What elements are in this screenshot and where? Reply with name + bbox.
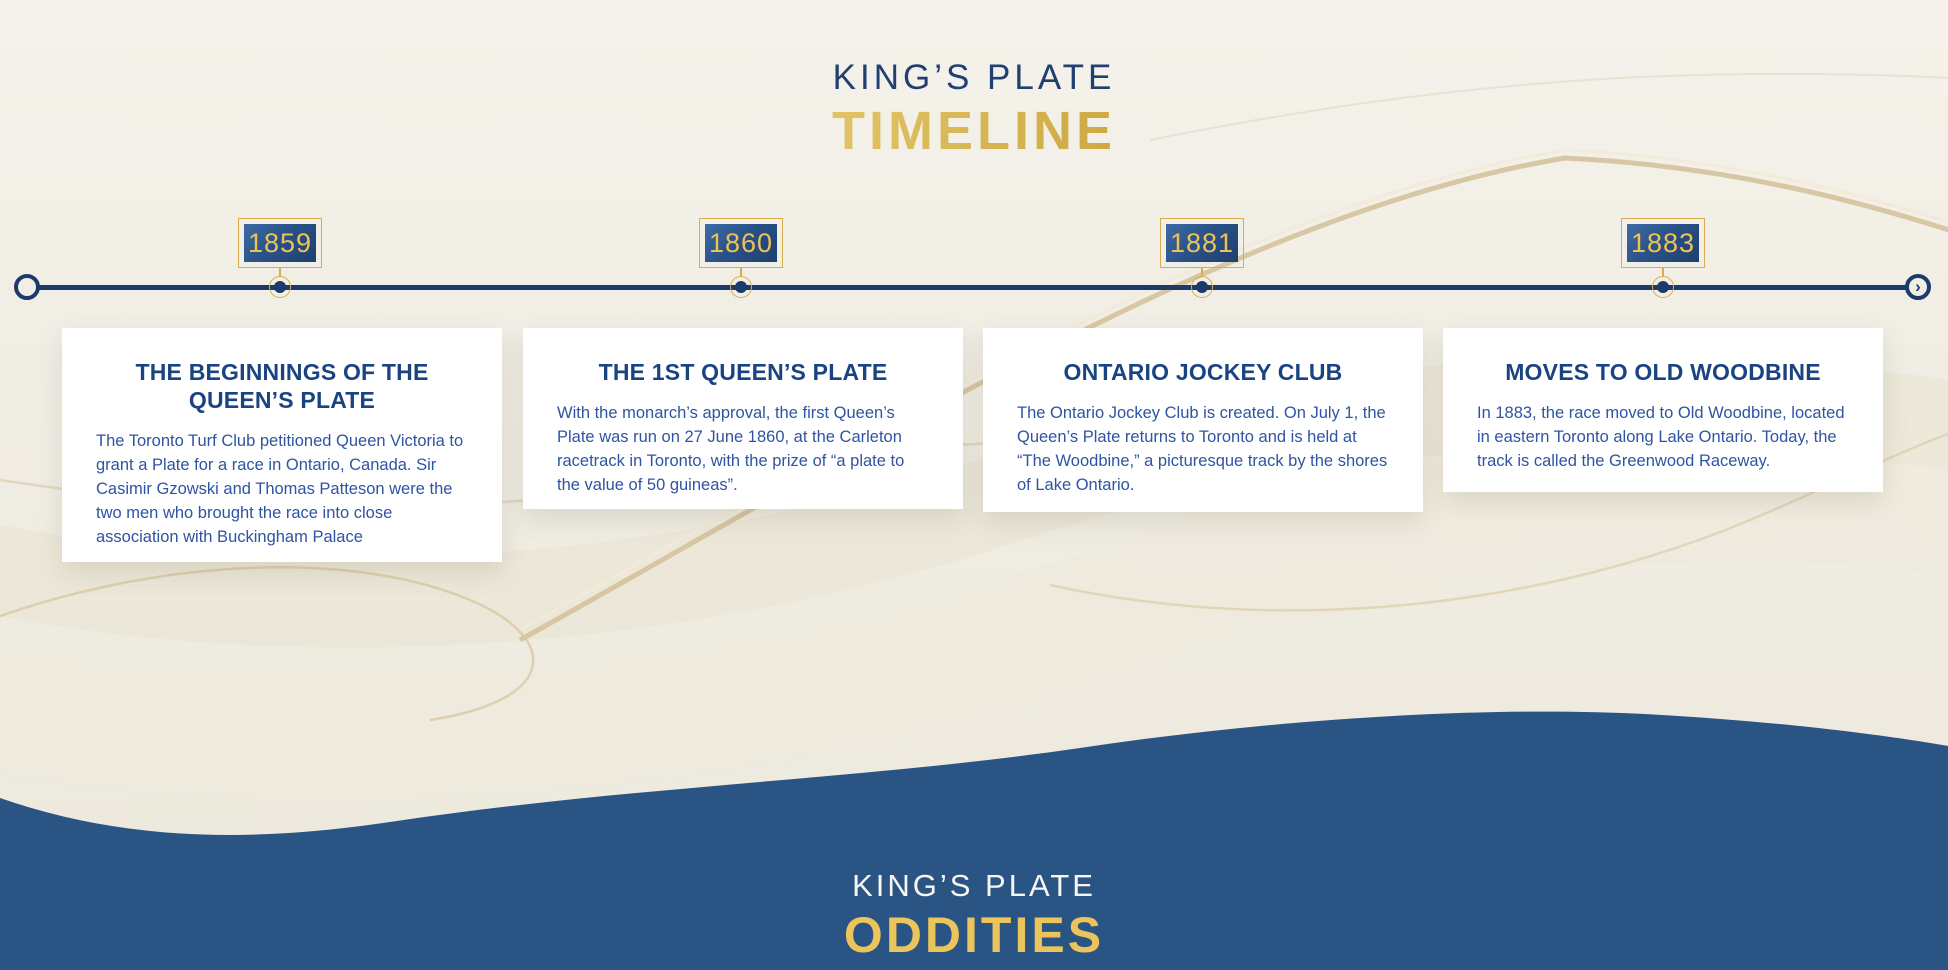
oddities-section-header: [0, 868, 1948, 964]
timeline-dot-1881[interactable]: [1191, 276, 1213, 298]
footer-subtitle: ODDITIES: [843, 907, 1105, 963]
timeline-dot-1859[interactable]: [269, 276, 291, 298]
timeline-card-1860: [523, 328, 963, 509]
card-body: With the monarch’s approval, the first Queen’s Plate was run on 27 June 1860, at the Carleton racetrack in Toronto, with the prize of “a plate to the value of 50 guineas”.: [557, 404, 905, 494]
timeline-dot-1860[interactable]: [730, 276, 752, 298]
year-label: 1860: [705, 224, 777, 262]
page-subtitle: TIMELINE: [0, 100, 1948, 162]
card-title: MOVES TO OLD WOODBINE: [1505, 359, 1821, 385]
page-title: KING’S PLATE: [832, 58, 1116, 97]
timeline-card-1881: [983, 328, 1423, 512]
dot-icon: [1657, 281, 1669, 293]
timeline-dot-1883[interactable]: [1652, 276, 1674, 298]
year-badge-1859[interactable]: [238, 218, 322, 268]
year-badge-1883[interactable]: [1621, 218, 1705, 268]
year-label: 1883: [1627, 224, 1699, 262]
card-body: The Ontario Jockey Club is created. On July 1, the Queen’s Plate returns to Toronto and is held at “The Woodbine,” a picturesque track by the shores of Lake Ontario.: [1017, 404, 1388, 494]
card-body: In 1883, the race moved to Old Woodbine, located in eastern Toronto along Lake Ontario. Today, the track is called the Greenwood Raceway.: [1477, 404, 1845, 470]
dot-icon: [1196, 281, 1208, 293]
timeline-card-1859: [62, 328, 502, 562]
chevron-right-icon: ›: [1915, 276, 1921, 296]
year-label: 1859: [244, 224, 316, 262]
timeline-next-button[interactable]: [1905, 274, 1931, 300]
year-label: 1881: [1166, 224, 1238, 262]
dot-icon: [735, 281, 747, 293]
timeline-card-1883: [1443, 328, 1883, 492]
page-header: [0, 58, 1948, 162]
year-badge-1860[interactable]: [699, 218, 783, 268]
timeline-start-circle-icon: [14, 274, 40, 300]
card-title: THE BEGINNINGS OF THE QUEEN’S PLATE: [135, 359, 429, 414]
card-body: The Toronto Turf Club petitioned Queen Victoria to grant a Plate for a race in Ontario, Canada. Sir Casimir Gzowski and Thomas Patteson were the two men who brought the race into close association with Buckingham Palace: [96, 432, 464, 546]
card-title: THE 1ST QUEEN’S PLATE: [598, 359, 888, 385]
card-title: ONTARIO JOCKEY CLUB: [1063, 359, 1343, 385]
year-badge-1881[interactable]: [1160, 218, 1244, 268]
dot-icon: [274, 281, 286, 293]
footer-title: KING’S PLATE: [852, 868, 1096, 903]
timeline-axis: [27, 285, 1918, 290]
